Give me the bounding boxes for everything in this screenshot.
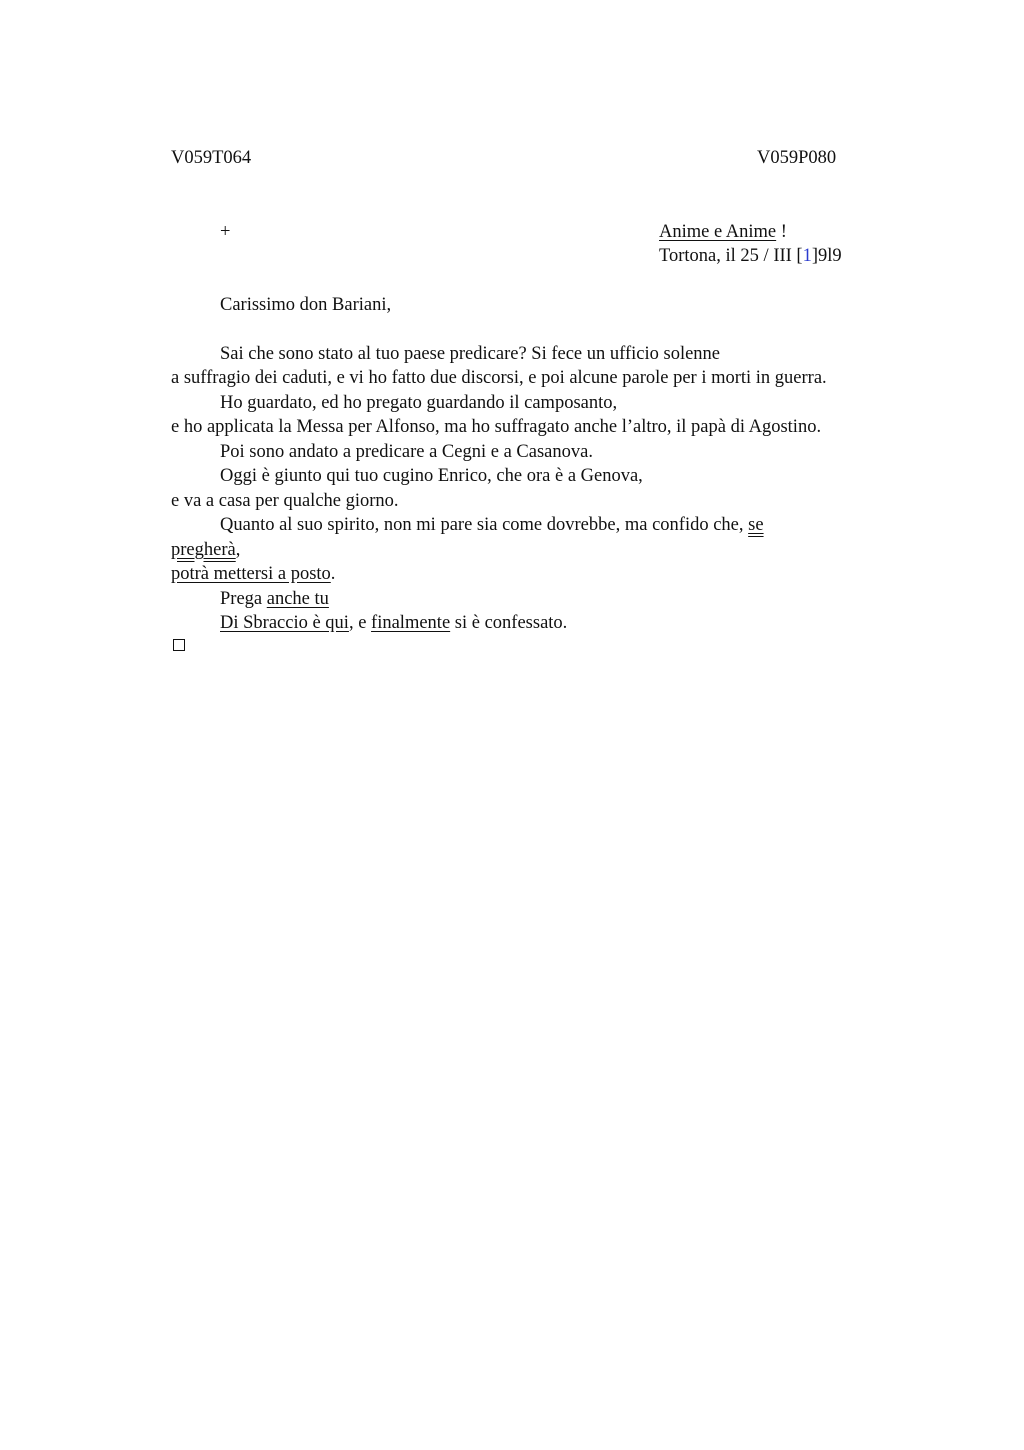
line-8-underlined: se	[748, 515, 764, 535]
motto-text: Anime e Anime	[659, 222, 777, 242]
line-12-underlined-2: finalmente	[371, 613, 451, 633]
letter-line-4: e ho applicata la Messa per Alfonso, ma ho suffragato anche l’altro, il papà di Agostino.	[171, 417, 822, 437]
cross-symbol: +	[220, 222, 231, 242]
document-code-right: V059P080	[757, 148, 837, 168]
dateline-bracket-digit: 1	[802, 246, 812, 266]
line-9-text: ,	[235, 540, 241, 560]
line-11-text: Prega	[220, 589, 267, 609]
letter-line-7: e va a casa per qualche giorno.	[171, 491, 399, 511]
document-code-left: V059T064	[171, 148, 252, 168]
letter-line-8	[220, 514, 764, 536]
motto	[659, 221, 787, 243]
motto-punct: !	[776, 222, 787, 242]
letter-line-12	[220, 612, 567, 634]
letter-line-2: a suffragio dei caduti, e vi ho fatto due discorsi, e poi alcune parole per i morti in guerra.	[171, 368, 827, 388]
letter-line-10	[171, 563, 335, 585]
salutation: Carissimo don Bariani,	[220, 295, 392, 315]
line-9-underlined: pregherà	[171, 540, 236, 560]
letter-line-3: Ho guardato, ed ho pregato guardando il camposanto,	[220, 393, 618, 413]
line-10-underlined: potrà mettersi a posto	[171, 564, 331, 584]
line-12-underlined-1: Di Sbraccio è qui	[220, 613, 349, 633]
line-8-text: Quanto al suo spirito, non mi pare sia come dovrebbe, ma confido che,	[220, 515, 749, 535]
dateline-post: ]9l9	[811, 246, 842, 266]
line-12-text-mid: , e	[348, 613, 372, 633]
letter-line-1: Sai che sono stato al tuo paese predicare? Si fece un ufficio solenne	[220, 344, 721, 364]
end-box-icon	[173, 639, 185, 651]
letter-line-6: Oggi è giunto qui tuo cugino Enrico, che ora è a Genova,	[220, 466, 643, 486]
letter-line-11	[220, 588, 329, 610]
letter-line-9	[171, 539, 240, 561]
line-10-text: .	[330, 564, 336, 584]
dateline	[659, 245, 842, 267]
letter-line-5: Poi sono andato a predicare a Cegni e a Casanova.	[220, 442, 593, 462]
line-12-text-end: si è confessato.	[450, 613, 568, 633]
dateline-pre: Tortona, il 25 / III [	[659, 246, 803, 266]
line-11-underlined: anche tu	[266, 589, 329, 609]
